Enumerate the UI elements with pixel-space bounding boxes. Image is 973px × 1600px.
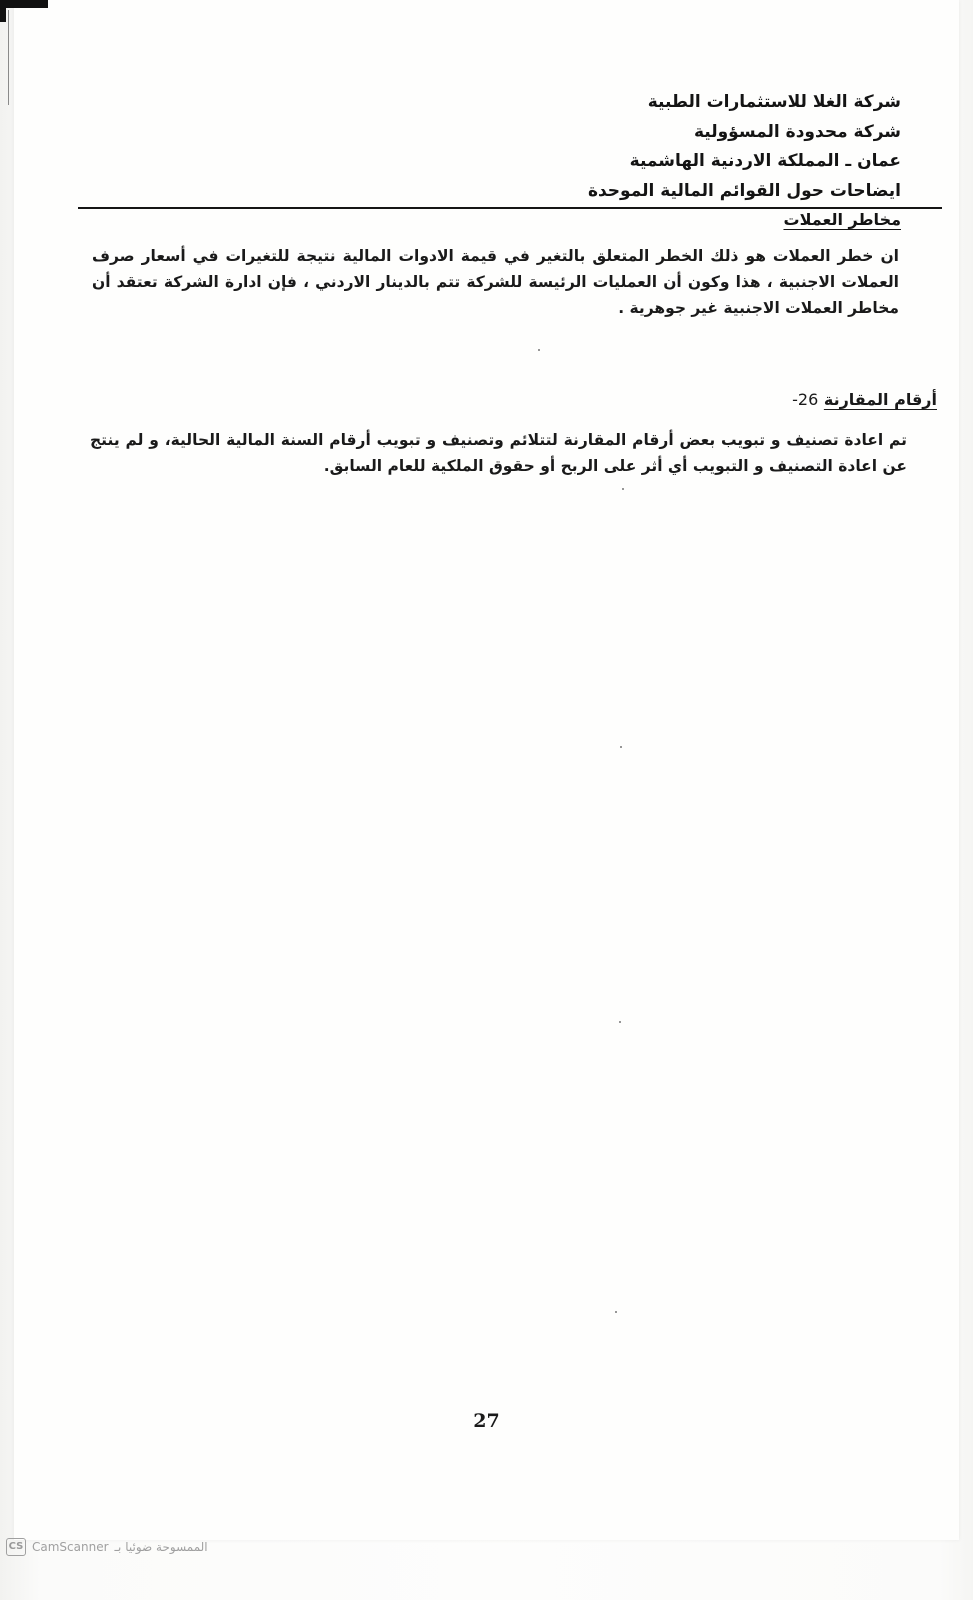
scan-speck (620, 746, 622, 748)
currency-risk-paragraph: ان خطر العملات هو ذلك الخطر المتعلق بالتغير في قيمة الادوات المالية نتيجة للتغيرات في أسعار صرف العملات الاجنبية ، هذا وكون أن العمليات الرئيسة للشركة تتم بالدينار الاردني ، فإن ادارة الشركة تعتقد أن مخاطر العملات الاجنبية غير جوهرية . (92, 247, 899, 317)
document-page (14, 0, 959, 1540)
company-legal-form: شركة محدودة المسؤولية (693, 121, 901, 142)
scan-speck (615, 1311, 617, 1313)
camscanner-watermark (6, 1537, 208, 1557)
scan-speck (619, 1021, 621, 1023)
currency-risk-title: مخاطر العملات (783, 210, 901, 229)
watermark-text: CamScanner (32, 1540, 109, 1554)
comparative-figures-paragraph: تم اعادة تصنيف و تبويب بعض أرقام المقارنة لتتلائم وتصنيف و تبويب أرقام السنة المالية الحالية، و لم ينتج عن اعادة التصنيف و التبويب أي أثر على الربح أو حقوق الملكية للعام السابق. (90, 431, 907, 475)
comparative-figures-heading (786, 390, 937, 409)
camscanner-logo-icon: CS (6, 1538, 26, 1556)
header-rule (78, 207, 942, 209)
company-name: شركة الغلا للاستثمارات الطبية (647, 92, 901, 112)
page-number: 27 (473, 1410, 500, 1432)
scan-corner-mark-vertical (0, 0, 6, 22)
comparative-figures-title: أرقام المقارنة (823, 390, 937, 409)
watermark-suffix: الممسوحة ضوئيا بـ (114, 1540, 208, 1554)
scan-corner-mark (0, 0, 48, 8)
scan-speck (538, 349, 540, 351)
statement-title: ايضاحات حول القوائم المالية الموحدة (587, 180, 901, 201)
company-location: عمان ـ المملكة الاردنية الهاشمية (629, 151, 901, 171)
document-header (381, 88, 901, 206)
note-number: 26- (792, 390, 819, 409)
scan-speck (622, 488, 624, 490)
scan-edge-line (8, 10, 9, 105)
